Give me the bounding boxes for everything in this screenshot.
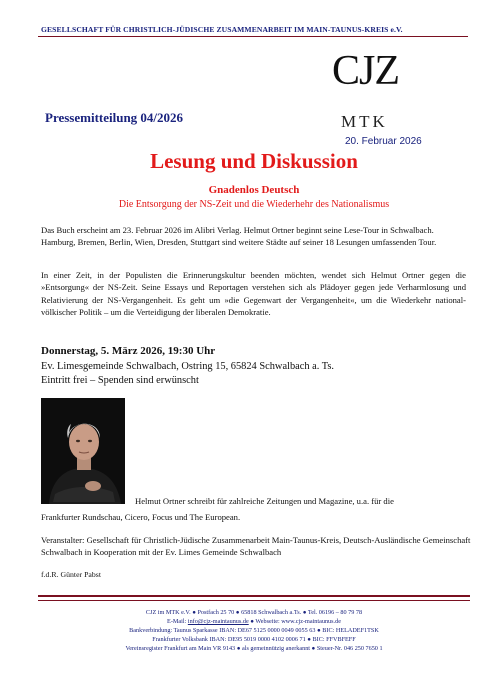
footer-address: CJZ im MTK e.V. ● Postfach 25 70 ● 65818 Schwalbach a.Ts. ● Tel. 06196 – 80 79 78 bbox=[145, 609, 363, 616]
email-link[interactable]: info@cjz-maintaunus.de bbox=[187, 618, 249, 625]
logo-mtk: MTK bbox=[341, 112, 388, 131]
footer-bank-2: Frankfurter Volksbank IBAN: DE95 5019 0000 4102 0006 71 ● BIC: FFVBFEFF bbox=[152, 636, 356, 643]
footer-website: ● Webseite: www.cjz-maintaunus.de bbox=[248, 618, 341, 625]
signoff: f.d.R. Günter Pabst bbox=[41, 570, 101, 579]
event-venue: Ev. Limesgemeinde Schwalbach, Ostring 15, 65824 Schwalbach a. Ts. bbox=[41, 361, 335, 372]
logo-letters: CJZ bbox=[332, 48, 400, 94]
body-paragraph-1: Das Buch erscheint am 23. Februar 2026 im Alibri Verlag. Helmut Ortner beginnt seine Lese-Tour in Schwalbach. Hamburg, Bremen, Berlin, Wien, Dresden, Stuttgart sind weitere Städte auf seiner 18 Lesungen umfassenden Tour. bbox=[41, 225, 437, 248]
header-rule bbox=[38, 36, 468, 37]
organization-header: GESELLSCHAFT FÜR CHRISTLICH-JÜDISCHE ZUSAMMENARBEIT IM MAIN-TAUNUS-KREIS e.V. bbox=[41, 25, 403, 34]
organizer-text: Veranstalter: Gesellschaft für Christlich-Jüdische Zusammenarbeit Main-Taunus-Kreis, Deutsch-Ausländische Gemeinschaft Schwalbach in Kooperation mit der Ev. Limes Gemeinde Schwalbach bbox=[41, 535, 471, 558]
release-date: 20. Februar 2026 bbox=[345, 136, 422, 147]
footer-email-prefix: E-Mail: bbox=[167, 618, 188, 625]
page-title: Lesung und Diskussion bbox=[150, 149, 358, 173]
body-paragraph-2: In einer Zeit, in der Populisten die Erinnerungskultur beenden möchten, wendet sich Helmut Ortner gegen die »Entsorgung« der NS-Zeit. Seine Essays und Reportagen verstehen sich als Plädoyer gegen jede Verharmlosung und Relativierung der NS-Vergangenheit. Es geht um »die Gegenwart der Vergangenheit«, um die Wiederkehr national-völkischer Politik – um die Verteidigung der liberalen Demokratie. bbox=[41, 270, 466, 318]
footer-rule-top bbox=[38, 595, 470, 597]
author-photo bbox=[41, 398, 125, 504]
cjz-logo bbox=[332, 50, 399, 92]
book-title: Gnadenlos Deutsch bbox=[208, 184, 300, 196]
event-datetime: Donnerstag, 5. März 2026, 19:30 Uhr bbox=[41, 345, 216, 357]
author-caption: Helmut Ortner schreibt für zahlreiche Zeitungen und Magazine, u.a. für die bbox=[135, 496, 394, 506]
author-caption-continued: Frankfurter Rundschau, Cicero, Focus und The European. bbox=[41, 512, 241, 522]
press-release-label: Pressemitteilung 04/2026 bbox=[45, 110, 184, 125]
footer-contact bbox=[0, 618, 496, 625]
footer-registry: Vereinsregister Frankfurt am Main VR 9143 ● als gemeinnützig anerkannt ● Steuer-Nr. 046 250 7650 1 bbox=[125, 645, 383, 652]
book-subtitle: Die Entsorgung der NS-Zeit und die Wiederhehr des Nationalismus bbox=[118, 199, 390, 210]
footer-bank-1: Bankverbindung: Taunus Sparkasse IBAN: DE67 5125 0000 0049 0055 63 ● BIC: HELADEF1TSK bbox=[129, 627, 379, 634]
event-admission: Eintritt frei – Spenden sind erwünscht bbox=[41, 375, 199, 386]
footer-rule-bottom bbox=[38, 600, 470, 601]
